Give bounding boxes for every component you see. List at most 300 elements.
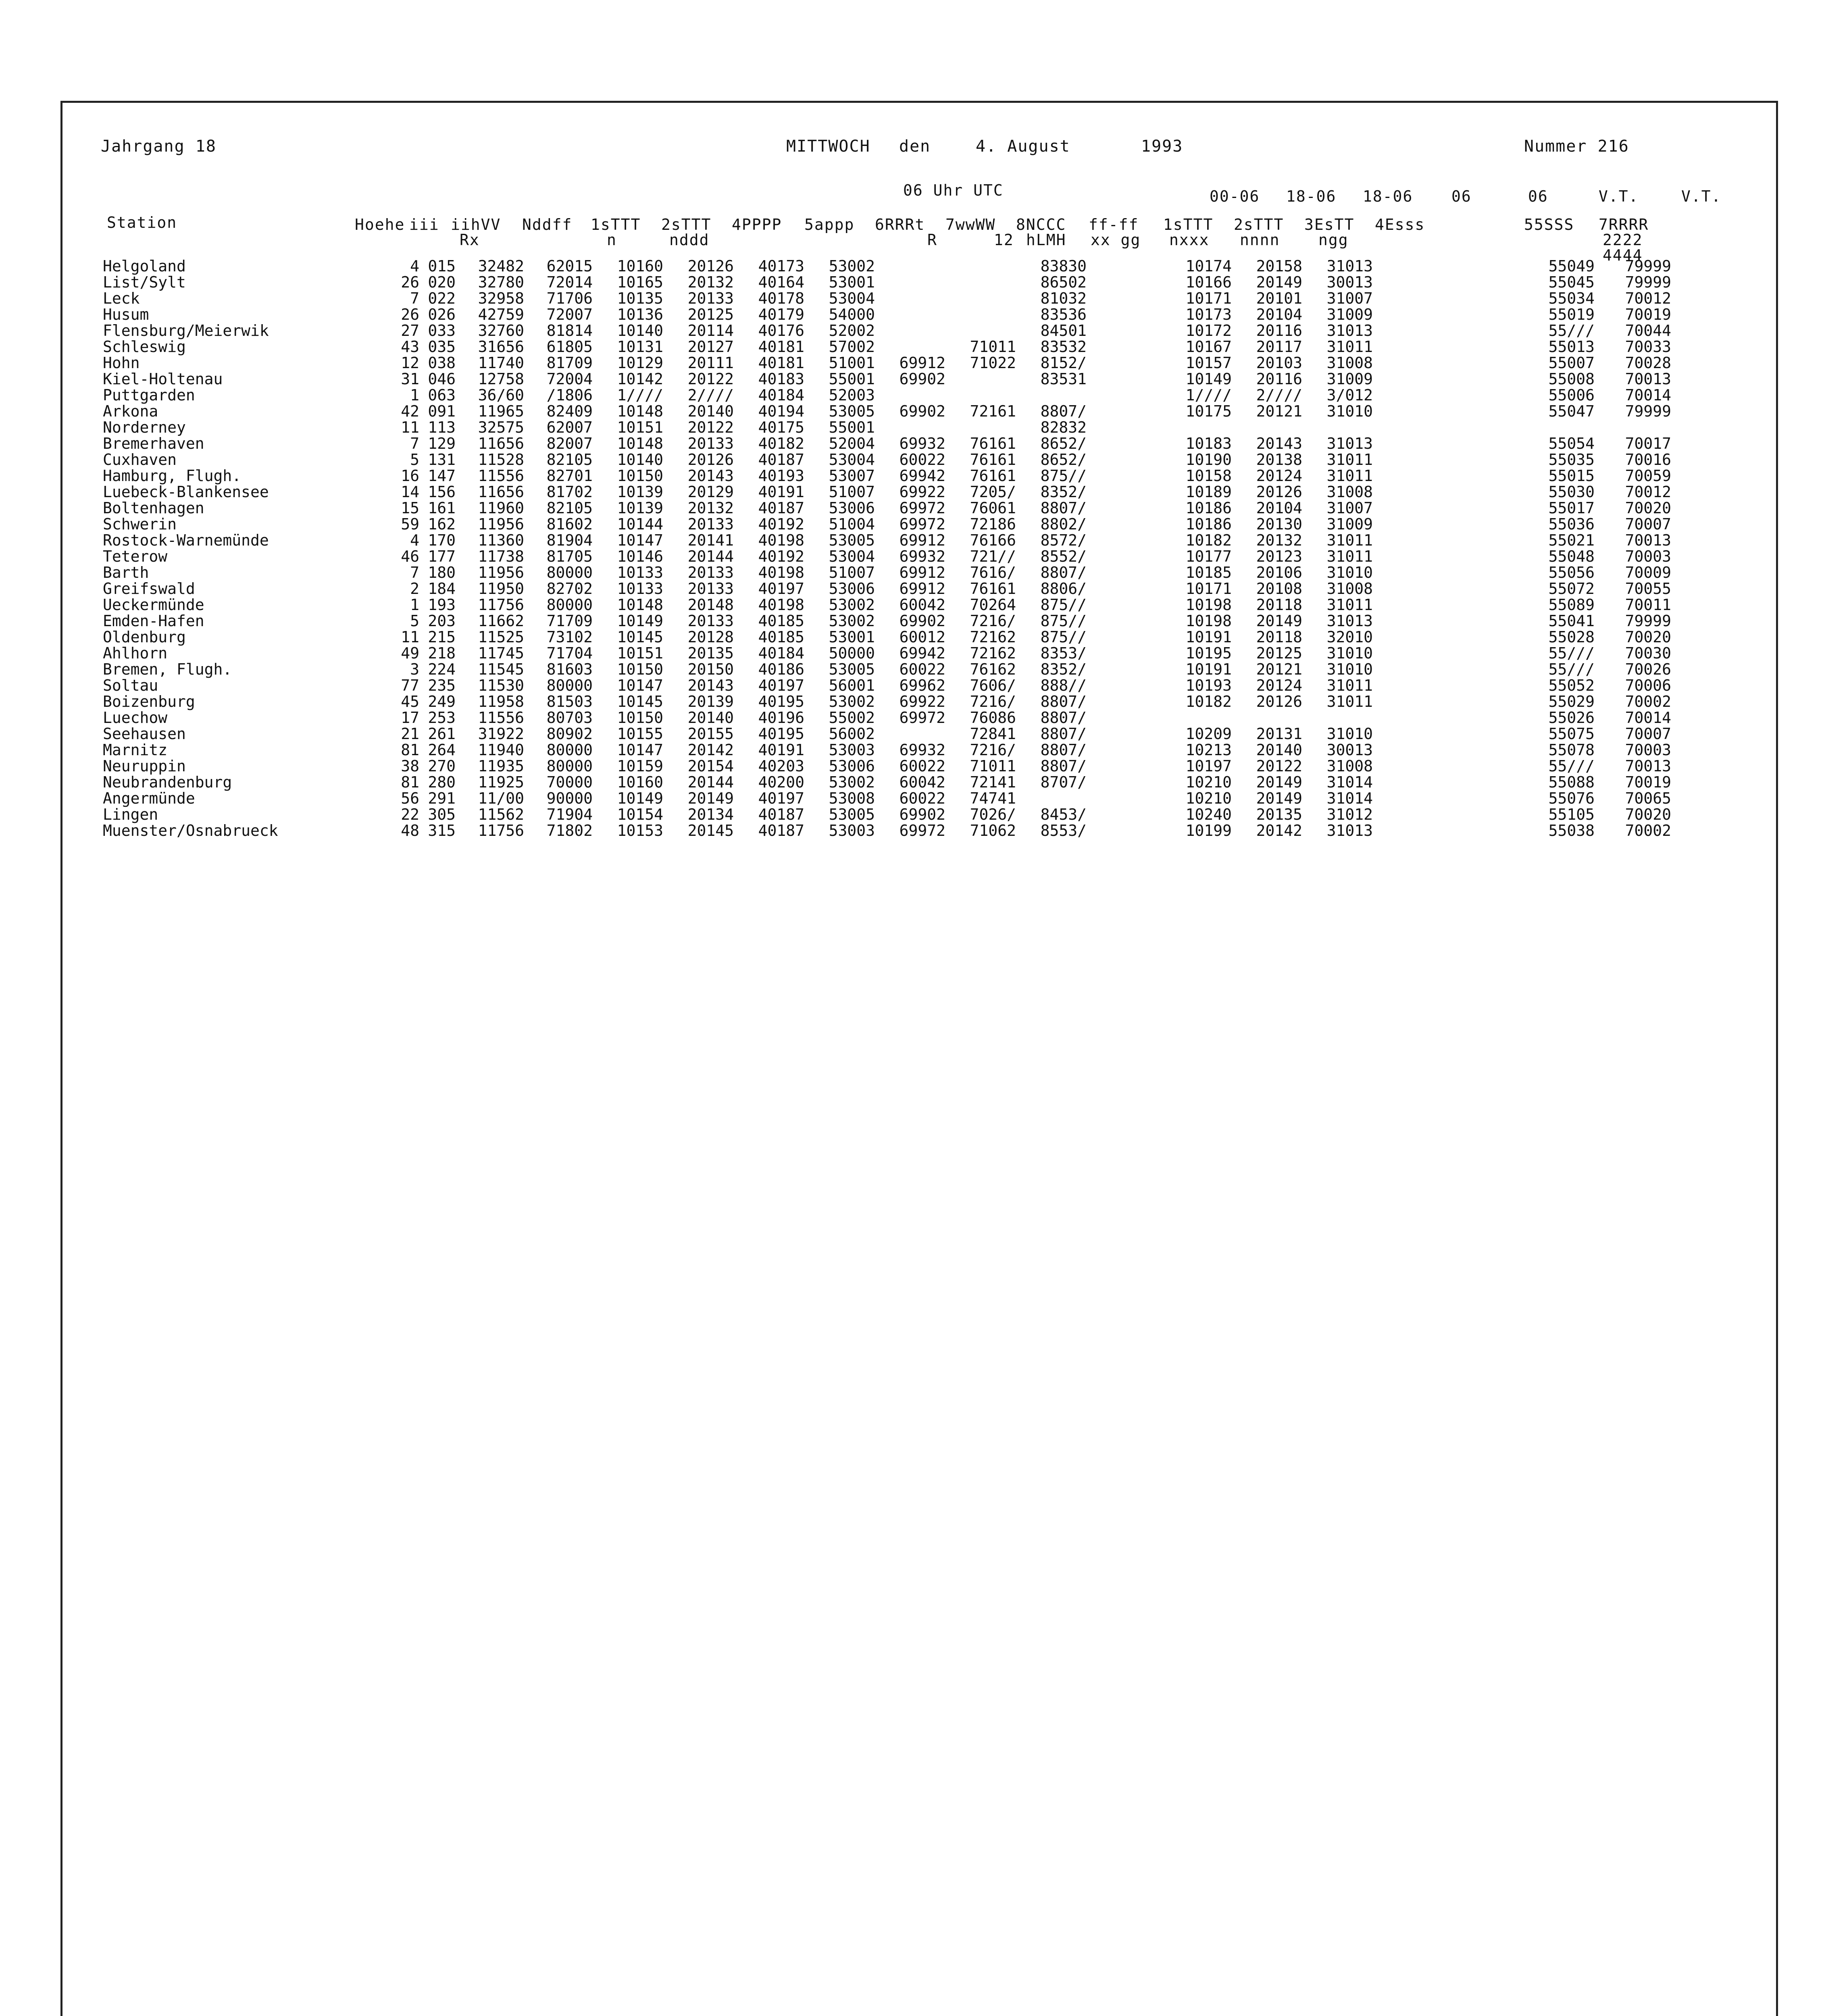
station-name: Norderney — [103, 419, 186, 436]
cell-7rrrr: 70014 — [1625, 386, 1671, 404]
col-header-3estt: 3EsTT — [1304, 216, 1355, 233]
cell-4pppp: 40198 — [758, 596, 804, 614]
cell-2sttt: 20148 — [687, 596, 734, 614]
station-name: Bremen, Flugh. — [103, 660, 232, 678]
cell-7rrrr: 70065 — [1625, 789, 1671, 807]
col-header-ffff: ff-ff — [1089, 216, 1139, 233]
cell-hoehe: 26 — [401, 306, 419, 323]
cell-2sttt-b: 20149 — [1256, 273, 1302, 291]
cell-55sss: 55036 — [1548, 515, 1595, 533]
cell-7rrrr: 70055 — [1625, 580, 1671, 598]
time-group-label: V.T. — [1681, 187, 1722, 205]
time-group-label: V.T. — [1599, 187, 1639, 205]
cell-2sttt-b: 20121 — [1256, 402, 1302, 420]
col-subheader-ffff: xx gg — [1091, 231, 1141, 249]
cell-iii: 113 — [428, 419, 456, 436]
cell-2sttt: 20133 — [687, 435, 734, 452]
col-header-4pppp: 4PPPP — [732, 216, 782, 233]
cell-2sttt: 20127 — [687, 338, 734, 356]
cell-iihvv: 11960 — [478, 499, 524, 517]
cell-3estt: 31013 — [1326, 822, 1373, 839]
cell-3estt: 31011 — [1326, 693, 1373, 710]
cell-1sttt: 10145 — [617, 693, 663, 710]
cell-55sss: 55021 — [1548, 531, 1595, 549]
cell-iii: 156 — [428, 483, 456, 501]
cell-7wwwww: 76161 — [970, 435, 1016, 452]
cell-7rrrr: 70012 — [1625, 289, 1671, 307]
cell-1sttt: 10144 — [617, 515, 663, 533]
cell-2sttt-b: 20116 — [1256, 322, 1302, 339]
cell-iii: 184 — [428, 580, 456, 598]
cell-6rrrt: 60022 — [899, 660, 945, 678]
col-header-6rrrt: 6RRRt — [875, 216, 925, 233]
cell-8nccc: 875// — [1040, 467, 1087, 485]
cell-iihvv: 31656 — [478, 338, 524, 356]
cell-8nccc: 8652/ — [1040, 451, 1087, 469]
cell-8nccc: 875// — [1040, 628, 1087, 646]
cell-1sttt: 10140 — [617, 322, 663, 339]
cell-7rrrr: 70019 — [1625, 773, 1671, 791]
cell-4pppp: 40176 — [758, 322, 804, 339]
cell-55sss: 55007 — [1548, 354, 1595, 372]
cell-55sss: 55038 — [1548, 822, 1595, 839]
cell-1sttt-b: 10157 — [1185, 354, 1232, 372]
cell-8nccc: 83531 — [1040, 370, 1087, 388]
cell-1sttt-b: 10171 — [1185, 289, 1232, 307]
station-name: Ahlhorn — [103, 644, 168, 662]
cell-nddff: 90000 — [546, 789, 593, 807]
cell-4pppp: 40181 — [758, 354, 804, 372]
cell-2sttt-b: 20142 — [1256, 822, 1302, 839]
cell-1sttt-b: 10166 — [1185, 273, 1232, 291]
cell-4pppp: 40197 — [758, 677, 804, 694]
cell-4pppp: 40164 — [758, 273, 804, 291]
col-header-station: Station — [107, 214, 177, 231]
cell-3estt: 31010 — [1326, 725, 1373, 743]
cell-2sttt: 20144 — [687, 548, 734, 565]
cell-1sttt: 10148 — [617, 435, 663, 452]
cell-hoehe: 5 — [410, 612, 419, 630]
cell-iihvv: 12758 — [478, 370, 524, 388]
cell-55sss: 55089 — [1548, 596, 1595, 614]
cell-iihvv: 32575 — [478, 419, 524, 436]
cell-5appp: 53004 — [829, 548, 875, 565]
cell-iii: 091 — [428, 402, 456, 420]
cell-2sttt: 20133 — [687, 564, 734, 581]
cell-nddff: 72004 — [546, 370, 593, 388]
col-header-1sttt: 1sTTT — [591, 216, 641, 233]
cell-8nccc: 8553/ — [1040, 822, 1087, 839]
cell-1sttt: 10153 — [617, 822, 663, 839]
cell-2sttt: 20132 — [687, 273, 734, 291]
cell-1sttt: 10150 — [617, 709, 663, 727]
cell-iii: 224 — [428, 660, 456, 678]
cell-7rrrr: 70013 — [1625, 370, 1671, 388]
cell-iihvv: 11756 — [478, 822, 524, 839]
cell-iii: 264 — [428, 741, 456, 759]
cell-1sttt-b: 10199 — [1185, 822, 1232, 839]
cell-1sttt: 10154 — [617, 806, 663, 823]
cell-7rrrr: 70003 — [1625, 548, 1671, 565]
cell-iihvv: 32958 — [478, 289, 524, 307]
cell-1sttt: 10136 — [617, 306, 663, 323]
cell-2sttt: 20135 — [687, 644, 734, 662]
col-header-nddff: Nddff — [522, 216, 573, 233]
cell-3estt: 31011 — [1326, 677, 1373, 694]
cell-55sss: 55088 — [1548, 773, 1595, 791]
cell-iii: 162 — [428, 515, 456, 533]
cell-iihvv: 11/00 — [478, 789, 524, 807]
cell-8nccc: 8807/ — [1040, 725, 1087, 743]
col-header-55sss: 55SSS — [1524, 216, 1574, 233]
cell-1sttt-b: 10190 — [1185, 451, 1232, 469]
station-name: Muenster/Osnabrueck — [103, 822, 278, 839]
station-name: Flensburg/Meierwik — [103, 322, 269, 339]
cell-2sttt: 20144 — [687, 773, 734, 791]
cell-5appp: 53005 — [829, 806, 875, 823]
cell-2sttt: 20139 — [687, 693, 734, 710]
cell-iihvv: 11956 — [478, 515, 524, 533]
cell-4pppp: 40194 — [758, 402, 804, 420]
cell-5appp: 56001 — [829, 677, 875, 694]
cell-nddff: 62015 — [546, 257, 593, 275]
cell-6rrrt: 69932 — [899, 435, 945, 452]
cell-1sttt: 10151 — [617, 419, 663, 436]
station-name: Greifswald — [103, 580, 195, 598]
cell-6rrrt: 60012 — [899, 628, 945, 646]
cell-7rrrr: 70030 — [1625, 644, 1671, 662]
cell-2sttt: 20126 — [687, 257, 734, 275]
cell-2sttt-b: 20130 — [1256, 515, 1302, 533]
cell-8nccc: 8807/ — [1040, 709, 1087, 727]
cell-2sttt: 20142 — [687, 741, 734, 759]
cell-7rrrr: 70016 — [1625, 451, 1671, 469]
col-header-2sttt-b: 2sTTT — [1234, 216, 1284, 233]
cell-1sttt-b: 10198 — [1185, 612, 1232, 630]
cell-iii: 161 — [428, 499, 456, 517]
cell-nddff: 80000 — [546, 596, 593, 614]
cell-hoehe: 3 — [410, 660, 419, 678]
cell-4pppp: 40198 — [758, 531, 804, 549]
col-subheader-2sttt: nddd — [669, 231, 710, 249]
station-name: Puttgarden — [103, 386, 195, 404]
cell-5appp: 55001 — [829, 370, 875, 388]
cell-8nccc: 875// — [1040, 612, 1087, 630]
cell-5appp: 53006 — [829, 499, 875, 517]
cell-iii: 215 — [428, 628, 456, 646]
station-name: Schwerin — [103, 515, 177, 533]
cell-nddff: 80000 — [546, 677, 593, 694]
cell-5appp: 53002 — [829, 773, 875, 791]
cell-5appp: 55001 — [829, 419, 875, 436]
cell-8nccc: 82832 — [1040, 419, 1087, 436]
cell-iihvv: 11545 — [478, 660, 524, 678]
cell-2sttt: 20133 — [687, 580, 734, 598]
cell-2sttt-b: 20106 — [1256, 564, 1302, 581]
time-group-label: 06 Uhr UTC — [903, 181, 1004, 199]
cell-1sttt-b: 10210 — [1185, 773, 1232, 791]
cell-7wwwww: 74741 — [970, 789, 1016, 807]
cell-4pppp: 40200 — [758, 773, 804, 791]
time-group-label: 00-06 — [1210, 187, 1260, 205]
station-name: Oldenburg — [103, 628, 186, 646]
cell-nddff: 71709 — [546, 612, 593, 630]
cell-iii: 035 — [428, 338, 456, 356]
cell-2sttt-b: 20116 — [1256, 370, 1302, 388]
cell-3estt: 31010 — [1326, 564, 1373, 581]
cell-3estt: 31011 — [1326, 338, 1373, 356]
station-name: List/Sylt — [103, 273, 186, 291]
cell-3estt: 31014 — [1326, 773, 1373, 791]
cell-8nccc: 8807/ — [1040, 757, 1087, 775]
cell-2sttt-b: 20149 — [1256, 612, 1302, 630]
col-header-7rrrr: 7RRRR — [1599, 216, 1649, 233]
cell-7rrrr: 70011 — [1625, 596, 1671, 614]
cell-iii: 015 — [428, 257, 456, 275]
col-subheader-8nccc: hLMH — [1026, 231, 1066, 249]
cell-55sss: 55/// — [1548, 757, 1595, 775]
cell-nddff: 81503 — [546, 693, 593, 710]
cell-iii: 063 — [428, 386, 456, 404]
cell-2sttt-b: 20124 — [1256, 677, 1302, 694]
cell-1sttt: 10148 — [617, 402, 663, 420]
cell-1sttt: 10147 — [617, 677, 663, 694]
cell-1sttt-b: 10149 — [1185, 370, 1232, 388]
cell-hoehe: 5 — [410, 451, 419, 469]
cell-5appp: 53002 — [829, 693, 875, 710]
cell-hoehe: 46 — [401, 548, 419, 565]
cell-3estt: 31008 — [1326, 483, 1373, 501]
station-name: Neubrandenburg — [103, 773, 232, 791]
cell-3estt: 31013 — [1326, 322, 1373, 339]
cell-4pppp: 40197 — [758, 580, 804, 598]
cell-nddff: 71904 — [546, 806, 593, 823]
cell-55sss: 55052 — [1548, 677, 1595, 694]
cell-2sttt: 20114 — [687, 322, 734, 339]
cell-1sttt: 10150 — [617, 467, 663, 485]
cell-3estt: 31013 — [1326, 612, 1373, 630]
cell-3estt: 31009 — [1326, 515, 1373, 533]
cell-nddff: 81904 — [546, 531, 593, 549]
cell-3estt: 31011 — [1326, 467, 1373, 485]
cell-nddff: 80000 — [546, 564, 593, 581]
cell-2sttt: 20140 — [687, 402, 734, 420]
cell-2sttt-b: 2//// — [1256, 386, 1302, 404]
cell-hoehe: 77 — [401, 677, 419, 694]
cell-1sttt: 10145 — [617, 628, 663, 646]
cell-5appp: 53001 — [829, 628, 875, 646]
cell-4pppp: 40185 — [758, 612, 804, 630]
cell-2sttt: 20143 — [687, 467, 734, 485]
cell-3estt: 31008 — [1326, 580, 1373, 598]
cell-2sttt: 20133 — [687, 515, 734, 533]
cell-iihvv: 11950 — [478, 580, 524, 598]
cell-5appp: 57002 — [829, 338, 875, 356]
cell-3estt: 31008 — [1326, 757, 1373, 775]
station-name: Seehausen — [103, 725, 186, 743]
cell-6rrrt: 69932 — [899, 741, 945, 759]
cell-2sttt: 20133 — [687, 612, 734, 630]
cell-8nccc: 86502 — [1040, 273, 1087, 291]
cell-hoehe: 27 — [401, 322, 419, 339]
cell-2sttt: 20129 — [687, 483, 734, 501]
cell-7wwwww: 72162 — [970, 644, 1016, 662]
cell-6rrrt: 69932 — [899, 548, 945, 565]
cell-1sttt: 1//// — [617, 386, 663, 404]
cell-55sss: 55026 — [1548, 709, 1595, 727]
cell-3estt: 31009 — [1326, 370, 1373, 388]
cell-6rrrt: 69902 — [899, 806, 945, 823]
cell-1sttt-b: 10197 — [1185, 757, 1232, 775]
cell-hoehe: 56 — [401, 789, 419, 807]
cell-iii: 170 — [428, 531, 456, 549]
cell-7rrrr: 70028 — [1625, 354, 1671, 372]
cell-iii: 033 — [428, 322, 456, 339]
cell-55sss: 55013 — [1548, 338, 1595, 356]
cell-3estt: 3/012 — [1326, 386, 1373, 404]
col-subheader-7rrrr: 2222 — [1603, 231, 1643, 249]
cell-7rrrr: 70020 — [1625, 628, 1671, 646]
station-name: Leck — [103, 289, 140, 307]
cell-1sttt: 10147 — [617, 531, 663, 549]
cell-1sttt: 10150 — [617, 660, 663, 678]
cell-5appp: 53003 — [829, 741, 875, 759]
cell-1sttt: 10149 — [617, 612, 663, 630]
cell-7wwwww: 76161 — [970, 451, 1016, 469]
cell-6rrrt: 69912 — [899, 564, 945, 581]
cell-8nccc: 888// — [1040, 677, 1087, 694]
cell-6rrrt: 60042 — [899, 773, 945, 791]
station-name: Neuruppin — [103, 757, 186, 775]
cell-1sttt-b: 10186 — [1185, 515, 1232, 533]
cell-1sttt-b: 10209 — [1185, 725, 1232, 743]
cell-8nccc: 875// — [1040, 596, 1087, 614]
cell-iihvv: 11556 — [478, 709, 524, 727]
cell-55sss: 55049 — [1548, 257, 1595, 275]
col-subheader-6rrrt: R — [927, 231, 937, 249]
cell-3estt: 31010 — [1326, 644, 1373, 662]
cell-1sttt: 10160 — [617, 773, 663, 791]
cell-2sttt-b: 20123 — [1256, 548, 1302, 565]
cell-hoehe: 81 — [401, 741, 419, 759]
cell-5appp: 51001 — [829, 354, 875, 372]
cell-hoehe: 26 — [401, 273, 419, 291]
date: 4. August — [976, 137, 1070, 156]
cell-7wwwww: 72141 — [970, 773, 1016, 791]
cell-1sttt: 10155 — [617, 725, 663, 743]
cell-7wwwww: 72162 — [970, 628, 1016, 646]
cell-55sss: 55076 — [1548, 789, 1595, 807]
cell-hoehe: 81 — [401, 773, 419, 791]
cell-iii: 270 — [428, 757, 456, 775]
cell-3estt: 31010 — [1326, 402, 1373, 420]
cell-iii: 022 — [428, 289, 456, 307]
cell-hoehe: 15 — [401, 499, 419, 517]
cell-2sttt: 2//// — [687, 386, 734, 404]
col-header-2sttt: 2sTTT — [661, 216, 712, 233]
station-name: Kiel-Holtenau — [103, 370, 223, 388]
cell-8nccc: 8807/ — [1040, 693, 1087, 710]
cell-8nccc: 8652/ — [1040, 435, 1087, 452]
cell-1sttt-b: 10193 — [1185, 677, 1232, 694]
cell-2sttt-b: 20118 — [1256, 596, 1302, 614]
cell-7wwwww: 721// — [970, 548, 1016, 565]
cell-6rrrt: 69912 — [899, 354, 945, 372]
cell-iii: 193 — [428, 596, 456, 614]
cell-1sttt: 10142 — [617, 370, 663, 388]
cell-1sttt-b: 10174 — [1185, 257, 1232, 275]
col-header-1sttt-b: 1sTTT — [1163, 216, 1214, 233]
cell-iii: 038 — [428, 354, 456, 372]
cell-55sss: 55008 — [1548, 370, 1595, 388]
cell-1sttt-b: 1//// — [1185, 386, 1232, 404]
cell-hoehe: 7 — [410, 289, 419, 307]
cell-iii: 180 — [428, 564, 456, 581]
cell-1sttt: 10131 — [617, 338, 663, 356]
cell-7rrrr: 70009 — [1625, 564, 1671, 581]
cell-2sttt-b: 20126 — [1256, 693, 1302, 710]
cell-7rrrr: 79999 — [1625, 257, 1671, 275]
cell-7wwwww: 71022 — [970, 354, 1016, 372]
time-group-label: 06 — [1528, 187, 1548, 205]
cell-nddff: 71704 — [546, 644, 593, 662]
station-name: Soltau — [103, 677, 158, 694]
cell-1sttt-b: 10210 — [1185, 789, 1232, 807]
cell-5appp: 52003 — [829, 386, 875, 404]
cell-7wwwww: 71062 — [970, 822, 1016, 839]
cell-1sttt: 10133 — [617, 580, 663, 598]
cell-1sttt-b: 10198 — [1185, 596, 1232, 614]
cell-1sttt-b: 10186 — [1185, 499, 1232, 517]
cell-iii: 218 — [428, 644, 456, 662]
cell-3estt: 31013 — [1326, 435, 1373, 452]
cell-nddff: 62007 — [546, 419, 593, 436]
cell-6rrrt: 69972 — [899, 499, 945, 517]
cell-hoehe: 45 — [401, 693, 419, 710]
cell-4pppp: 40184 — [758, 386, 804, 404]
cell-2sttt-b: 20149 — [1256, 789, 1302, 807]
cell-5appp: 53001 — [829, 273, 875, 291]
cell-1sttt: 10139 — [617, 499, 663, 517]
cell-3estt: 31007 — [1326, 289, 1373, 307]
cell-2sttt-b: 20101 — [1256, 289, 1302, 307]
cell-7wwwww: 76086 — [970, 709, 1016, 727]
cell-8nccc: 8352/ — [1040, 660, 1087, 678]
cell-iii: 235 — [428, 677, 456, 694]
cell-6rrrt: 69972 — [899, 709, 945, 727]
cell-5appp: 53003 — [829, 822, 875, 839]
cell-5appp: 53007 — [829, 467, 875, 485]
cell-4pppp: 40193 — [758, 467, 804, 485]
cell-4pppp: 40192 — [758, 515, 804, 533]
cell-4pppp: 40191 — [758, 483, 804, 501]
col-header-hoehe: Hoehe — [355, 216, 405, 233]
cell-nddff: 80703 — [546, 709, 593, 727]
cell-5appp: 53005 — [829, 402, 875, 420]
cell-nddff: 81702 — [546, 483, 593, 501]
cell-5appp: 53004 — [829, 451, 875, 469]
cell-2sttt: 20122 — [687, 419, 734, 436]
cell-nddff: 81709 — [546, 354, 593, 372]
cell-2sttt-b: 20122 — [1256, 757, 1302, 775]
cell-5appp: 51004 — [829, 515, 875, 533]
cell-hoehe: 12 — [401, 354, 419, 372]
cell-2sttt: 20155 — [687, 725, 734, 743]
cell-1sttt-b: 10171 — [1185, 580, 1232, 598]
cell-7rrrr: 70013 — [1625, 757, 1671, 775]
cell-7wwwww: 7216/ — [970, 741, 1016, 759]
cell-3estt: 31009 — [1326, 306, 1373, 323]
